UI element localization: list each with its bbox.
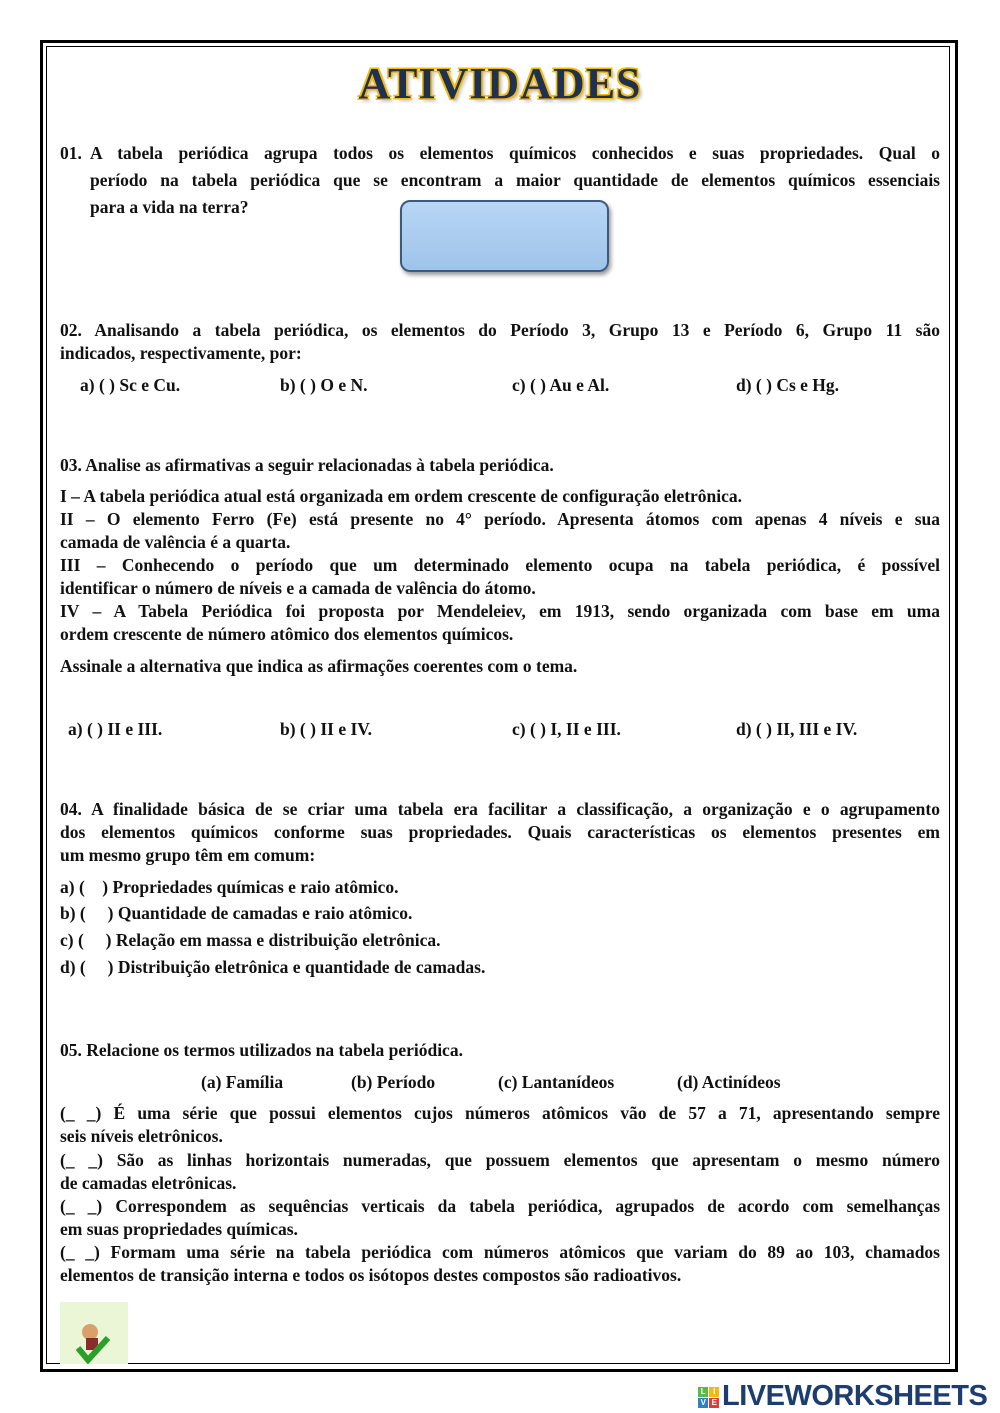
q4-text-line: um mesmo grupo têm em comum: — [60, 845, 316, 865]
q3-heading: 03. Analise as afirmativas a seguir relacionadas à tabela periódica. — [60, 455, 554, 475]
q1-text-line: A tabela periódica agrupa todos os elementos químicos conhecidos e suas propriedades. Qual o — [90, 143, 940, 163]
q5-item-line[interactable]: (_ _) É uma série que possui elementos cujos números atômicos vão de 57 a 71, apresentando sempre — [60, 1103, 940, 1123]
q4-option-a[interactable]: a) ( ) Propriedades químicas e raio atômico. — [60, 877, 399, 897]
q3-statement: I – A tabela periódica atual está organizada em ordem crescente de configuração eletrônica. — [60, 486, 743, 506]
q3-option-a[interactable]: a) ( ) II e III. — [68, 719, 163, 739]
q1-text-line: para a vida na terra? — [90, 197, 249, 217]
q5-item-line: seis níveis eletrônicos. — [60, 1126, 223, 1146]
q5-item-line: em suas propriedades químicas. — [60, 1219, 298, 1239]
q2-option-c[interactable]: c) ( ) Au e Al. — [512, 375, 610, 395]
q4-option-b[interactable]: b) ( ) Quantidade de camadas e raio atômico. — [60, 903, 413, 923]
author-logo — [60, 1302, 128, 1364]
q5-term-d: (d) Actinídeos — [677, 1072, 781, 1092]
q5-term-a: (a) Família — [201, 1072, 284, 1092]
q2-text-line: indicados, respectivamente, por: — [60, 343, 302, 363]
liveworksheets-brand — [698, 1380, 987, 1413]
q4-option-d[interactable]: d) ( ) Distribuição eletrônica e quantidade de camadas. — [60, 957, 486, 977]
q3-option-d[interactable]: d) ( ) II, III e IV. — [736, 719, 858, 739]
q5-item-line[interactable]: (_ _) Correspondem as sequências verticais da tabela periódica, agrupados de acordo com semelhanças — [60, 1196, 940, 1216]
q2-text-line: 02. Analisando a tabela periódica, os elementos do Período 3, Grupo 13 e Período 6, Grupo 11 são — [60, 320, 940, 340]
q4-text-line: dos elementos químicos conforme suas propriedades. Quais características os elementos presentes em — [60, 822, 940, 842]
q3-statement: III – Conhecendo o período que um determinado elemento ocupa na tabela periódica, é possível — [60, 555, 940, 575]
q1-number: 01. — [60, 143, 82, 163]
q5-item-line[interactable]: (_ _) Formam uma série na tabela periódica com números atômicos que variam do 89 ao 103, chamados — [60, 1242, 940, 1262]
q4-text-line: 04. A finalidade básica de se criar uma tabela era facilitar a classificação, a organização e o agrupamento — [60, 799, 940, 819]
q2-option-b[interactable]: b) ( ) O e N. — [280, 375, 368, 395]
q2-option-d[interactable]: d) ( ) Cs e Hg. — [736, 375, 840, 395]
q4-option-c[interactable]: c) ( ) Relação em massa e distribuição eletrônica. — [60, 930, 441, 950]
q3-statement: IV – A Tabela Periódica foi proposta por Mendeleiev, em 1913, sendo organizada com base em uma — [60, 601, 940, 621]
q3-option-c[interactable]: c) ( ) I, II e III. — [512, 719, 621, 739]
brand-text: LIVEWORKSHEETS — [722, 1380, 988, 1412]
q3-statement: identificar o número de níveis e a camada de valência do átomo. — [60, 578, 536, 598]
q5-heading: 05. Relacione os termos utilizados na tabela periódica. — [60, 1040, 463, 1060]
q1-text-line: período na tabela periódica que se encontram a maior quantidade de elementos químicos essenciais — [90, 170, 940, 190]
q3-option-b[interactable]: b) ( ) II e IV. — [280, 719, 373, 739]
q3-statement: ordem crescente de número atômico dos elementos químicos. — [60, 624, 514, 644]
q3-prompt: Assinale a alternativa que indica as afirmações coerentes com o tema. — [60, 656, 578, 676]
q1-answer-input[interactable] — [400, 200, 609, 272]
q3-statement: camada de valência é a quarta. — [60, 532, 291, 552]
page-title: ATIVIDADES — [358, 59, 642, 108]
q5-term-b: (b) Período — [351, 1072, 436, 1092]
q2-option-a[interactable]: a) ( ) Sc e Cu. — [80, 375, 181, 395]
q5-item-line: de camadas eletrônicas. — [60, 1173, 237, 1193]
q3-statement: II – O elemento Ferro (Fe) está presente no 4° período. Apresenta átomos com apenas 4 níveis e sua — [60, 509, 940, 529]
q5-item-line: elementos de transição interna e todos os isótopos destes compostos são radioativos. — [60, 1265, 682, 1285]
q5-term-c: (c) Lantanídeos — [498, 1072, 615, 1092]
girl-checkmark-icon — [60, 1302, 128, 1364]
brand-logo-icon: L I V E — [698, 1387, 719, 1408]
q5-item-line[interactable]: (_ _) São as linhas horizontais numeradas, que possuem elementos que apresentam o mesmo número — [60, 1150, 940, 1170]
